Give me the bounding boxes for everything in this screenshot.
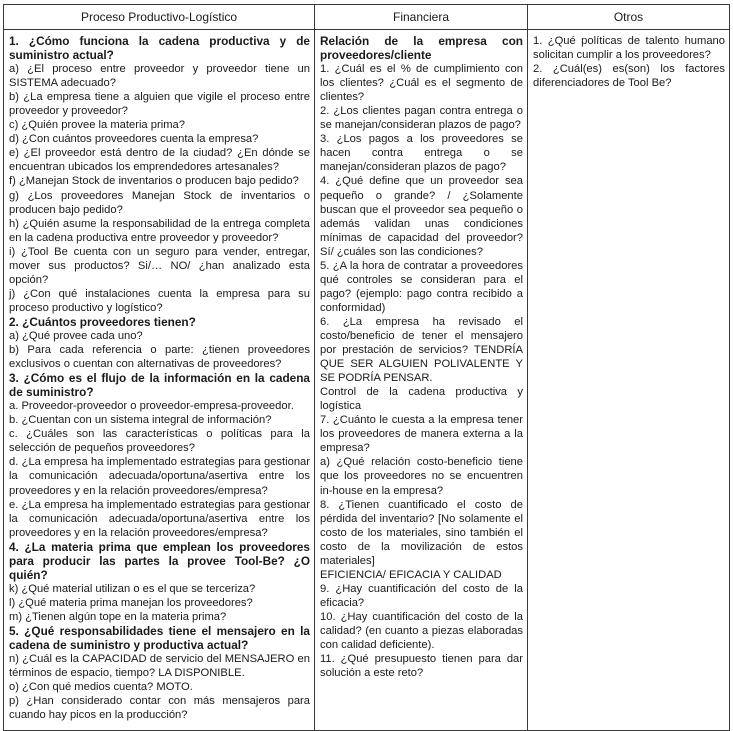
question-item: 3. ¿Los pagos a los proveedores se hacen contra entrega o se manejan/consideran plazos de pago? bbox=[320, 133, 523, 174]
question-item: 8. ¿Tienen cuantificado el costo de pérdida del inventario? [No solamente el costo de los materiales, sino también el costo de la movilización de estos materiales] bbox=[320, 498, 523, 567]
questions-table bbox=[3, 4, 730, 731]
question-item: e. ¿La empresa ha implementado estrategias para gestionar la comunicación adecuada/oportuna/asertiva entre los proveedores y en la relación proveedores/empresa? bbox=[9, 498, 310, 539]
column-otros bbox=[528, 30, 730, 731]
question-item: n) ¿Cuál es la CAPACIDAD de servicio del MENSAJERO en términos de espacio, tiempo? LA DISPONIBLE. bbox=[9, 653, 310, 680]
header-proceso: Proceso Productivo-Logístico bbox=[4, 5, 315, 30]
question-item: a) ¿Qué relación costo-beneficio tiene que los proveedores no se encuentren in-house en la empresa? bbox=[320, 456, 523, 497]
header-otros: Otros bbox=[528, 5, 730, 30]
body-row bbox=[4, 30, 730, 731]
question-item: 10. ¿Hay cuantificación del costo de la calidad? (en cuanto a piezas elaboradas con calidad deficiente). bbox=[320, 610, 523, 652]
question-item: e) ¿El proveedor está dentro de la ciudad? ¿En dónde se encuentran ubicados los emprendedores artesanales? bbox=[9, 147, 310, 174]
header-row bbox=[4, 5, 730, 30]
question-heading: 1. ¿Cómo funciona la cadena productiva y de suministro actual? bbox=[9, 34, 310, 63]
question-item: 7. ¿Cuánto le cuesta a la empresa tener los proveedores de manera externa a la empresa? bbox=[320, 414, 523, 455]
question-item: c) ¿Quién provee la materia prima? bbox=[9, 119, 185, 132]
question-item: d. ¿La empresa ha implementado estrategias para gestionar la comunicación adecuada/oportuna/asertiva entre los proveedores y en la relación proveedores/empresa? bbox=[9, 456, 310, 497]
question-item: 1. ¿Qué políticas de talento humano solicitan cumplir a los proveedores? bbox=[533, 35, 725, 62]
question-item: 2. ¿Los clientes pagan contra entrega o se manejan/consideran plazos de pago? bbox=[320, 105, 523, 132]
question-item: f) ¿Manejan Stock de inventarios o producen bajo pedido? bbox=[9, 175, 299, 188]
question-item: d) ¿Con cuántos proveedores cuenta la empresa? bbox=[9, 133, 259, 146]
question-item: b) ¿La empresa tiene a alguien que vigile el proceso entre proveedor y proveedor? bbox=[9, 91, 310, 118]
question-item: c. ¿Cuáles son las características o políticas para la selección de pequeños proveedores? bbox=[9, 428, 310, 455]
question-item: h) ¿Quién asume la responsabilidad de la entrega completa en la cadena productiva entre proveedor y proveedor? bbox=[9, 217, 310, 244]
question-item: g) ¿Los proveedores Manejan Stock de inventarios o producen bajo pedido? bbox=[9, 189, 310, 216]
question-heading: 2. ¿Cuántos proveedores tienen? bbox=[9, 314, 196, 329]
column-financiera bbox=[315, 30, 528, 731]
question-item: 11. ¿Qué presupuesto tienen para dar solución a este reto? bbox=[320, 653, 523, 680]
question-item: a) ¿El proceso entre proveedor y proveedor tiene un SISTEMA adecuado? bbox=[9, 63, 310, 90]
question-item: k) ¿Qué material utilizan o es el que se terceriza? bbox=[9, 582, 256, 595]
column-proceso bbox=[4, 30, 315, 731]
question-item: 9. ¿Hay cuantificación del costo de la eficacia? bbox=[320, 582, 523, 609]
question-item: 1. ¿Cuál es el % de cumplimiento con los clientes? ¿Cuál es el segmento de clientes? bbox=[320, 63, 523, 104]
question-heading: 5. ¿Qué responsabilidades tiene el mensajero en la cadena de suministro y productiva actual? bbox=[9, 623, 310, 653]
question-item: a) ¿Qué provee cada uno? bbox=[9, 329, 143, 342]
question-item: i) ¿Tool Be cuenta con un seguro para vender, entregar, mover sus productos? Si/… NO/ ¿han analizado esta opción? bbox=[9, 245, 310, 286]
question-item: a. Proveedor-proveedor o proveedor-empresa-proveedor. bbox=[9, 400, 294, 413]
question-heading: 4. ¿La materia prima que emplean los proveedores para producir las partes la provee Tool-Be? ¿O quién? bbox=[9, 539, 310, 582]
question-item: m) ¿Tienen algún tope en la materia prima? bbox=[9, 610, 227, 623]
question-item: 6. ¿La empresa ha revisado el costo/beneficio de tener el mensajero por prestación de servicios? TENDRÍA QUE SER ALGUIEN POLIVALENTE Y SE PODRÍA PENSAR. bbox=[320, 315, 523, 385]
question-item: p) ¿Han considerado contar con más mensajeros para cuando hay picos en la producción? bbox=[9, 695, 310, 722]
question-heading: 3. ¿Cómo es el flujo de la información en la cadena de suministro? bbox=[9, 371, 310, 400]
question-item: EFICIENCIA/ EFICACIA Y CALIDAD bbox=[320, 568, 502, 581]
question-item: 4. ¿Qué define que un proveedor sea pequeño o grande? / ¿Solamente buscan que el proveedor sea pequeño o además validan unas condiciones mínimas de capacidad del proveedor? Sí/ ¿cuáles son las condiciones? bbox=[320, 175, 523, 258]
question-heading: Relación de la empresa con proveedores/cliente bbox=[320, 34, 523, 63]
question-item: Control de la cadena productiva y logística bbox=[320, 386, 523, 413]
header-financiera: Financiera bbox=[315, 5, 528, 30]
question-item: b. ¿Cuentan con un sistema integral de información? bbox=[9, 414, 272, 427]
question-item: l) ¿Qué materia prima manejan los proveedores? bbox=[9, 596, 253, 609]
question-item: o) ¿Con qué medios cuenta? MOTO. bbox=[9, 681, 193, 694]
question-item: j) ¿Con qué instalaciones cuenta la empresa para su proceso productivo y logístico? bbox=[9, 287, 310, 314]
question-item: 2. ¿Cuál(es) es(son) los factores diferenciadores de Tool Be? bbox=[533, 63, 725, 90]
question-item: b) Para cada referencia o parte: ¿tienen proveedores exclusivos o cuentan con alternativas de proveedores? bbox=[9, 344, 310, 371]
question-item: 5. ¿A la hora de contratar a proveedores qué controles se consideran para el pago? (ejemplo: pago contra recibido a conformidad) bbox=[320, 259, 523, 314]
